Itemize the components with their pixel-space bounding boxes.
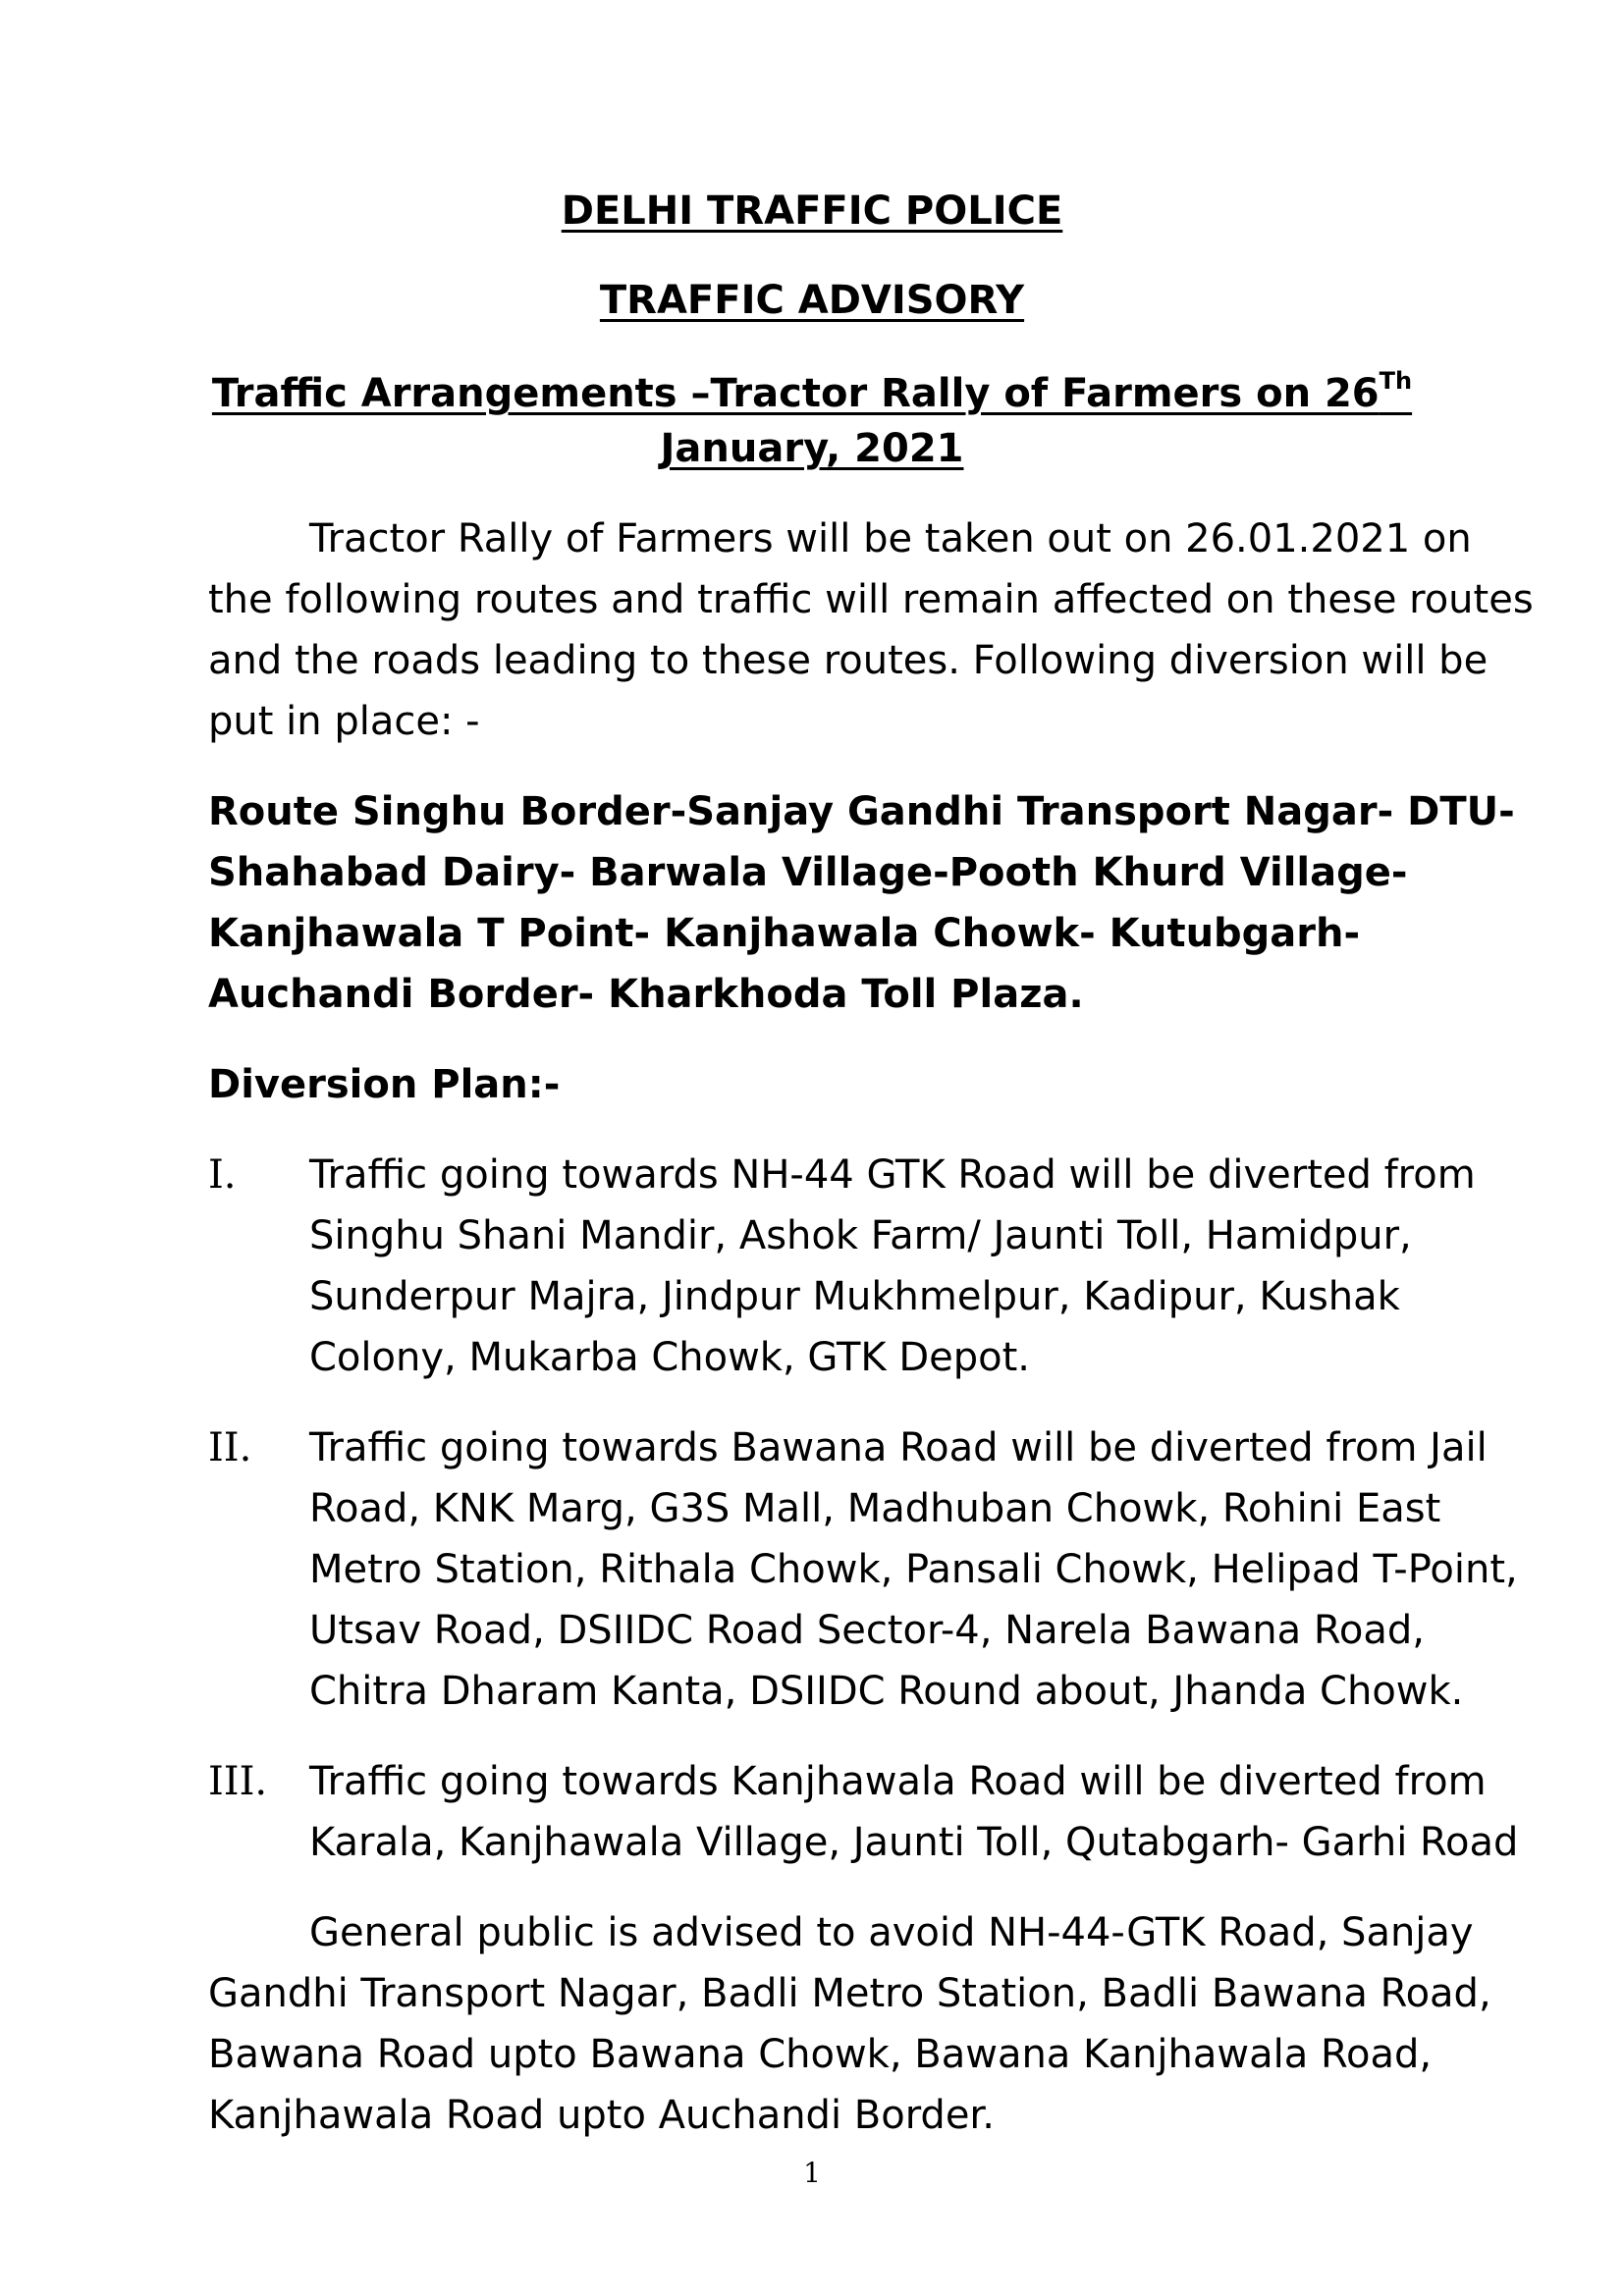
item-numeral: III.: [208, 1759, 268, 1804]
item-line: Traffic going towards Kanjhawala Road will be diverted from: [309, 1759, 1487, 1804]
item-numeral: II.: [208, 1425, 252, 1470]
route-line: Shahabad Dairy- Barwala Village-Pooth Khurd Village-: [208, 850, 1408, 895]
route-line: Route Singhu Border-Sanjay Gandhi Transport Nagar- DTU-: [208, 789, 1515, 834]
subject-line-1-text: Traffic Arrangements –Tractor Rally of Farmers on 26: [211, 371, 1380, 416]
item-line: Utsav Road, DSIIDC Road Sector-4, Narela Bawana Road,: [309, 1608, 1425, 1653]
item-line: Karala, Kanjhawala Village, Jaunti Toll, Qutabgarh- Garhi Road: [309, 1820, 1519, 1865]
intro-line: put in place: -: [208, 699, 480, 744]
item-line: Colony, Mukarba Chowk, GTK Depot.: [309, 1335, 1031, 1380]
page-number: 1: [803, 2157, 821, 2189]
subject-superscript: Th: [1379, 367, 1413, 395]
subject-line-2: January, 2021: [660, 426, 964, 471]
item-line: Metro Station, Rithala Chowk, Pansali Chowk, Helipad T-Point,: [309, 1547, 1518, 1592]
intro-line: and the roads leading to these routes. Following diversion will be: [208, 638, 1489, 683]
advice-line: Kanjhawala Road upto Auchandi Border.: [208, 2093, 995, 2138]
diversion-heading: Diversion Plan:-: [208, 1062, 561, 1107]
advice-line: General public is advised to avoid NH-44-GTK Road, Sanjay: [309, 1910, 1474, 1955]
item-line: Chitra Dharam Kanta, DSIIDC Round about, Jhanda Chowk.: [309, 1669, 1464, 1714]
route-line: Auchandi Border- Kharkhoda Toll Plaza.: [208, 972, 1084, 1017]
intro-line: Tractor Rally of Farmers will be taken out on 26.01.2021 on: [309, 516, 1472, 561]
item-line: Sunderpur Majra, Jindpur Mukhmelpur, Kadipur, Kushak: [309, 1274, 1400, 1319]
item-numeral: I.: [208, 1152, 237, 1198]
advice-line: Bawana Road upto Bawana Chowk, Bawana Kanjhawala Road,: [208, 2032, 1433, 2077]
route-line: Kanjhawala T Point- Kanjhawala Chowk- Kutubgarh-: [208, 911, 1361, 956]
item-line: Road, KNK Marg, G3S Mall, Madhuban Chowk, Rohini East: [309, 1486, 1441, 1531]
subject-line-1: [0, 369, 1624, 418]
organization-title: DELHI TRAFFIC POLICE: [561, 188, 1063, 234]
intro-line: the following routes and traffic will remain affected on these routes: [208, 577, 1534, 622]
item-line: Singhu Shani Mandir, Ashok Farm/ Jaunti Toll, Hamidpur,: [309, 1213, 1412, 1258]
item-line: Traffic going towards NH-44 GTK Road will be diverted from: [309, 1152, 1476, 1198]
advice-line: Gandhi Transport Nagar, Badli Metro Station, Badli Bawana Road,: [208, 1971, 1491, 2016]
item-line: Traffic going towards Bawana Road will be diverted from Jail: [309, 1425, 1488, 1470]
advisory-title: TRAFFIC ADVISORY: [599, 278, 1025, 323]
